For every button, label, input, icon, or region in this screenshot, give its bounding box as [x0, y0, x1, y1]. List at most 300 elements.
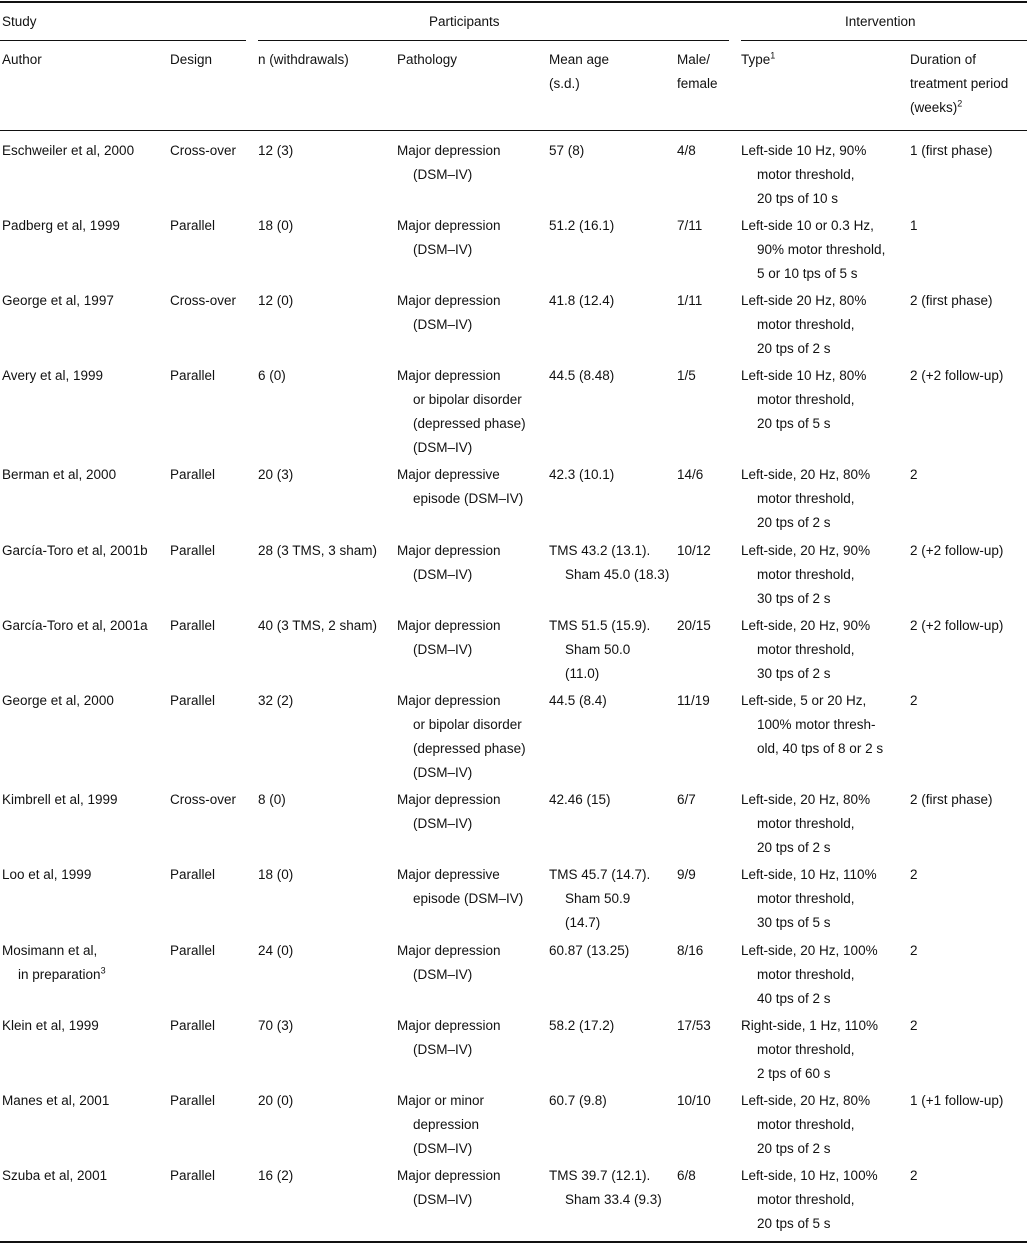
author-line [2, 1164, 168, 1188]
type-text: 20 tps of 5 s [757, 416, 831, 431]
author-text: Kimbrell et al, 1999 [2, 792, 118, 807]
cell-type [741, 364, 908, 436]
type-text: Left-side 10 or 0.3 Hz, [741, 218, 874, 233]
cell-pathology [397, 539, 547, 587]
pathology-line [397, 214, 547, 238]
col-header-mean-age-line1: Mean age [549, 52, 610, 67]
sex-text: 10/10 [677, 1093, 711, 1108]
cell-sex [677, 614, 739, 638]
n-text: 24 (0) [258, 943, 294, 958]
col-header-author: Author [2, 52, 42, 67]
pathology-text: (DSM–IV) [413, 567, 473, 582]
age-text: 60.7 (9.8) [549, 1093, 607, 1108]
pathology-text: (DSM–IV) [413, 1192, 473, 1207]
type-text: motor threshold, [757, 967, 855, 982]
age-text: TMS 45.7 (14.7). [549, 867, 651, 882]
sex-text: 20/15 [677, 618, 711, 633]
author-text: Eschweiler et al, 2000 [2, 143, 135, 158]
type-line [741, 563, 908, 587]
cell-duration [910, 214, 1027, 238]
sex-text: 6/8 [677, 1168, 696, 1183]
cell-pathology [397, 364, 547, 460]
cell-design [170, 139, 256, 163]
design-text: Parallel [170, 943, 216, 958]
cell-design [170, 863, 256, 887]
cell-pathology [397, 788, 547, 836]
col-header-pathology: Pathology [397, 52, 458, 67]
pathology-text: (DSM–IV) [413, 816, 473, 831]
cell-duration [910, 1089, 1027, 1113]
cell-design [170, 939, 256, 963]
pathology-text: (DSM–IV) [413, 317, 473, 332]
age-line [549, 911, 675, 935]
pathology-line [397, 812, 547, 836]
cell-n [258, 139, 395, 163]
col-header-sex-line1: Male/ [677, 52, 711, 67]
age-text: Sham 50.9 [565, 891, 631, 906]
age-text: Sham 45.0 (18.3) [565, 567, 670, 582]
cell-n [258, 863, 395, 887]
cell-age [549, 139, 675, 163]
pathology-text: Major depression [397, 618, 501, 633]
pathology-text: Major depression [397, 293, 501, 308]
cell-type [741, 463, 908, 535]
age-line [549, 364, 675, 388]
sex-text: 7/11 [677, 218, 703, 233]
cell-duration [910, 1164, 1027, 1188]
cell-age [549, 289, 675, 313]
age-line [549, 563, 675, 587]
age-line [549, 614, 675, 638]
pathology-line [397, 1089, 547, 1113]
author-line [2, 689, 168, 713]
cell-age [549, 463, 675, 487]
design-text: Cross-over [170, 293, 237, 308]
cell-n [258, 364, 395, 388]
pathology-line [397, 788, 547, 812]
age-text: (14.7) [565, 915, 601, 930]
group-rule-intervention [741, 40, 1027, 41]
design-text: Cross-over [170, 792, 237, 807]
type-line [741, 788, 908, 812]
cell-duration [910, 1014, 1027, 1038]
author-text: Klein et al, 1999 [2, 1018, 99, 1033]
type-text: 30 tps of 2 s [757, 591, 831, 606]
type-text: motor threshold, [757, 1192, 855, 1207]
type-line [741, 1212, 908, 1236]
cell-duration [910, 614, 1027, 638]
cell-duration [910, 788, 1027, 812]
cell-author [2, 539, 168, 563]
type-line [741, 364, 908, 388]
col-header-duration-line3 [910, 96, 1008, 120]
pathology-line [397, 713, 547, 737]
col-header-type [741, 48, 775, 72]
duration-text: 2 [910, 1168, 918, 1183]
type-text: Left-side 10 Hz, 90% [741, 143, 867, 158]
cell-sex [677, 788, 739, 812]
cell-pathology [397, 689, 547, 785]
pathology-text: Major depression [397, 792, 501, 807]
duration-text: 2 (+2 follow-up) [910, 618, 1004, 633]
age-text: (11.0) [565, 666, 600, 681]
cell-design [170, 689, 256, 713]
type-line [741, 689, 908, 713]
type-text: motor threshold, [757, 1042, 855, 1057]
type-text: 20 tps of 2 s [757, 840, 831, 855]
cell-pathology [397, 1014, 547, 1062]
col-header-design: Design [170, 52, 213, 67]
pathology-line [397, 388, 547, 412]
cell-design [170, 364, 256, 388]
cell-pathology [397, 1164, 547, 1212]
cell-age [549, 214, 675, 238]
cell-sex [677, 863, 739, 887]
type-line [741, 1188, 908, 1212]
type-line [741, 939, 908, 963]
author-line [2, 939, 168, 963]
pathology-text: (DSM–IV) [413, 1141, 473, 1156]
pathology-line [397, 939, 547, 963]
cell-type [741, 939, 908, 1011]
cell-pathology [397, 289, 547, 337]
pathology-text: episode (DSM–IV) [413, 491, 524, 506]
cell-n [258, 463, 395, 487]
col-header-mean-age [549, 48, 609, 96]
cell-author [2, 1014, 168, 1038]
n-text: 8 (0) [258, 792, 286, 807]
type-text: motor threshold, [757, 167, 855, 182]
design-text: Parallel [170, 1018, 216, 1033]
cell-design [170, 1089, 256, 1113]
cell-sex [677, 289, 739, 313]
pathology-text: (DSM–IV) [413, 242, 473, 257]
cell-n [258, 1089, 395, 1113]
cell-n [258, 788, 395, 812]
type-line [741, 214, 908, 238]
col-header-mean-age-line2: (s.d.) [549, 76, 580, 91]
cell-design [170, 214, 256, 238]
cell-age [549, 1089, 675, 1113]
cell-sex [677, 139, 739, 163]
type-text: motor threshold, [757, 317, 855, 332]
pathology-line [397, 689, 547, 713]
age-text: Sham 50.0 [565, 642, 631, 657]
cell-author [2, 939, 168, 987]
cell-duration [910, 463, 1027, 487]
pathology-line [397, 487, 547, 511]
type-text: 20 tps of 10 s [757, 191, 839, 206]
cell-author [2, 614, 168, 638]
pathology-line [397, 1113, 547, 1137]
n-text: 20 (0) [258, 1093, 294, 1108]
type-text: Left-side, 5 or 20 Hz, [741, 693, 867, 708]
cell-age [549, 689, 675, 713]
pathology-line [397, 238, 547, 262]
n-text: 70 (3) [258, 1018, 294, 1033]
n-text: 18 (0) [258, 218, 294, 233]
duration-text: 2 [910, 943, 918, 958]
col-header-type-footnote: 1 [770, 50, 776, 61]
type-line [741, 1113, 908, 1137]
author-text: in preparation [18, 967, 101, 982]
pathology-text: Major depression [397, 543, 501, 558]
pathology-text: depression [413, 1117, 480, 1132]
sex-text: 10/12 [677, 543, 711, 558]
age-text: 41.8 (12.4) [549, 293, 615, 308]
age-line [549, 939, 675, 963]
pathology-line [397, 139, 547, 163]
design-text: Parallel [170, 218, 216, 233]
design-text: Parallel [170, 618, 216, 633]
design-text: Parallel [170, 368, 216, 383]
col-header-duration-footnote: 2 [957, 98, 963, 109]
duration-text: 1 [910, 218, 918, 233]
type-line [741, 887, 908, 911]
cell-author [2, 1164, 168, 1188]
age-line [549, 1164, 675, 1188]
type-line [741, 1038, 908, 1062]
sex-text: 4/8 [677, 143, 696, 158]
design-text: Parallel [170, 543, 216, 558]
type-line [741, 587, 908, 611]
sex-text: 17/53 [677, 1018, 711, 1033]
age-line [549, 1014, 675, 1038]
cell-type [741, 1014, 908, 1086]
cell-n [258, 214, 395, 238]
type-line [741, 163, 908, 187]
type-text: old, 40 tps of 8 or 2 s [757, 741, 884, 756]
sex-text: 1/5 [677, 368, 696, 383]
type-line [741, 539, 908, 563]
type-line [741, 463, 908, 487]
type-line [741, 963, 908, 987]
author-text: George et al, 1997 [2, 293, 114, 308]
cell-author [2, 364, 168, 388]
n-text: 18 (0) [258, 867, 294, 882]
type-text: motor threshold, [757, 816, 855, 831]
author-text: Loo et al, 1999 [2, 867, 92, 882]
duration-text: 2 [910, 867, 918, 882]
col-header-duration-line2: treatment period [910, 76, 1009, 91]
pathology-line [397, 1164, 547, 1188]
pathology-text: Major depression [397, 368, 501, 383]
design-text: Cross-over [170, 143, 237, 158]
pathology-line [397, 761, 547, 785]
col-header-sex [677, 48, 718, 96]
footnote-marker: 3 [100, 965, 106, 976]
sex-text: 6/7 [677, 792, 696, 807]
author-line [2, 788, 168, 812]
pathology-text: (DSM–IV) [413, 765, 473, 780]
n-text: 16 (2) [258, 1168, 294, 1183]
cell-type [741, 863, 908, 935]
n-text: 12 (3) [258, 143, 294, 158]
group-header-intervention: Intervention [845, 14, 916, 29]
cell-author [2, 863, 168, 887]
author-text: Berman et al, 2000 [2, 467, 117, 482]
cell-sex [677, 939, 739, 963]
pathology-line [397, 364, 547, 388]
pathology-line [397, 463, 547, 487]
type-text: Left-side, 20 Hz, 80% [741, 467, 871, 482]
age-text: TMS 51.5 (15.9). [549, 618, 651, 633]
design-text: Parallel [170, 1093, 216, 1108]
pathology-line [397, 289, 547, 313]
age-text: TMS 43.2 (13.1). [549, 543, 651, 558]
n-text: 32 (2) [258, 693, 294, 708]
pathology-text: Major depressive [397, 867, 500, 882]
type-text: motor threshold, [757, 1117, 855, 1132]
pathology-text: Major or minor [397, 1093, 485, 1108]
type-text: Left-side, 20 Hz, 90% [741, 618, 871, 633]
pathology-text: Major depression [397, 693, 501, 708]
cell-age [549, 788, 675, 812]
duration-text: 2 [910, 1018, 918, 1033]
type-text: 40 tps of 2 s [757, 991, 831, 1006]
cell-author [2, 139, 168, 163]
type-text: Left-side, 10 Hz, 110% [741, 867, 877, 882]
type-line [741, 713, 908, 737]
pathology-line [397, 436, 547, 460]
type-text: 90% motor threshold, [757, 242, 886, 257]
col-header-duration-line1: Duration of [910, 52, 977, 67]
cell-sex [677, 1089, 739, 1113]
cell-design [170, 1164, 256, 1188]
age-line [549, 863, 675, 887]
col-header-duration [910, 48, 1008, 120]
pathology-line [397, 412, 547, 436]
pathology-line [397, 963, 547, 987]
duration-text: 1 (+1 follow-up) [910, 1093, 1004, 1108]
age-line [549, 289, 675, 313]
pathology-text: Major depression [397, 1168, 501, 1183]
cell-type [741, 689, 908, 761]
type-line [741, 262, 908, 286]
author-line [2, 364, 168, 388]
col-header-duration-label: (weeks) [910, 100, 958, 115]
author-text: Manes et al, 2001 [2, 1093, 110, 1108]
type-text: motor threshold, [757, 642, 855, 657]
n-text: 20 (3) [258, 467, 294, 482]
design-text: Parallel [170, 467, 216, 482]
author-line [2, 1014, 168, 1038]
cell-n [258, 939, 395, 963]
author-text: Mosimann et al, [2, 943, 98, 958]
author-text: Szuba et al, 2001 [2, 1168, 108, 1183]
type-text: 20 tps of 5 s [757, 1216, 831, 1231]
sex-text: 14/6 [677, 467, 704, 482]
cell-duration [910, 539, 1027, 563]
type-line [741, 289, 908, 313]
col-header-type-label: Type [741, 52, 771, 67]
n-text: 12 (0) [258, 293, 294, 308]
pathology-line [397, 1014, 547, 1038]
pathology-line [397, 1137, 547, 1161]
type-text: Right-side, 1 Hz, 110% [741, 1018, 879, 1033]
duration-text: 2 (+2 follow-up) [910, 543, 1004, 558]
pathology-line [397, 887, 547, 911]
cell-age [549, 539, 675, 587]
type-text: Left-side 20 Hz, 80% [741, 293, 867, 308]
age-text: 42.3 (10.1) [549, 467, 615, 482]
type-text: 20 tps of 2 s [757, 1141, 831, 1156]
col-header-n: n (withdrawals) [258, 52, 349, 67]
duration-text: 2 (first phase) [910, 792, 993, 807]
sex-text: 11/19 [677, 693, 710, 708]
pathology-text: Major depression [397, 143, 501, 158]
duration-text: 1 (first phase) [910, 143, 993, 158]
pathology-line [397, 313, 547, 337]
pathology-text: (DSM–IV) [413, 440, 473, 455]
cell-age [549, 863, 675, 935]
sex-text: 9/9 [677, 867, 696, 882]
type-line [741, 662, 908, 686]
age-line [549, 887, 675, 911]
type-line [741, 987, 908, 1011]
type-line [741, 487, 908, 511]
type-line [741, 511, 908, 535]
cell-sex [677, 214, 739, 238]
cell-n [258, 1014, 395, 1038]
pathology-text: Major depression [397, 218, 501, 233]
cell-age [549, 1014, 675, 1038]
duration-text: 2 [910, 467, 918, 482]
type-line [741, 238, 908, 262]
cell-type [741, 214, 908, 286]
design-text: Parallel [170, 867, 216, 882]
n-text: 40 (3 TMS, 2 sham) [258, 618, 378, 633]
cell-author [2, 214, 168, 238]
author-line [2, 1089, 168, 1113]
cell-design [170, 289, 256, 313]
type-line [741, 1062, 908, 1086]
type-line [741, 1137, 908, 1161]
cell-type [741, 1164, 908, 1236]
author-line [2, 214, 168, 238]
type-text: 30 tps of 5 s [757, 915, 831, 930]
type-text: Left-side, 20 Hz, 80% [741, 792, 871, 807]
cell-duration [910, 939, 1027, 963]
cell-sex [677, 1014, 739, 1038]
cell-type [741, 289, 908, 361]
pathology-line [397, 638, 547, 662]
age-text: 60.87 (13.25) [549, 943, 630, 958]
type-line [741, 1164, 908, 1188]
type-text: motor threshold, [757, 567, 855, 582]
cell-pathology [397, 214, 547, 262]
type-text: Left-side, 10 Hz, 100% [741, 1168, 878, 1183]
age-line [549, 1188, 675, 1212]
pathology-text: (depressed phase) [413, 416, 526, 431]
pathology-line [397, 1038, 547, 1062]
cell-sex [677, 1164, 739, 1188]
author-line [2, 614, 168, 638]
cell-design [170, 1014, 256, 1038]
cell-author [2, 463, 168, 487]
cell-design [170, 788, 256, 812]
cell-pathology [397, 939, 547, 987]
type-text: motor threshold, [757, 491, 855, 506]
type-line [741, 187, 908, 211]
cell-age [549, 1164, 675, 1212]
age-line [549, 689, 675, 713]
pathology-text: Major depression [397, 943, 501, 958]
type-line [741, 614, 908, 638]
group-rule-participants [258, 40, 729, 41]
pathology-line [397, 539, 547, 563]
pathology-text: or bipolar disorder [413, 392, 522, 407]
